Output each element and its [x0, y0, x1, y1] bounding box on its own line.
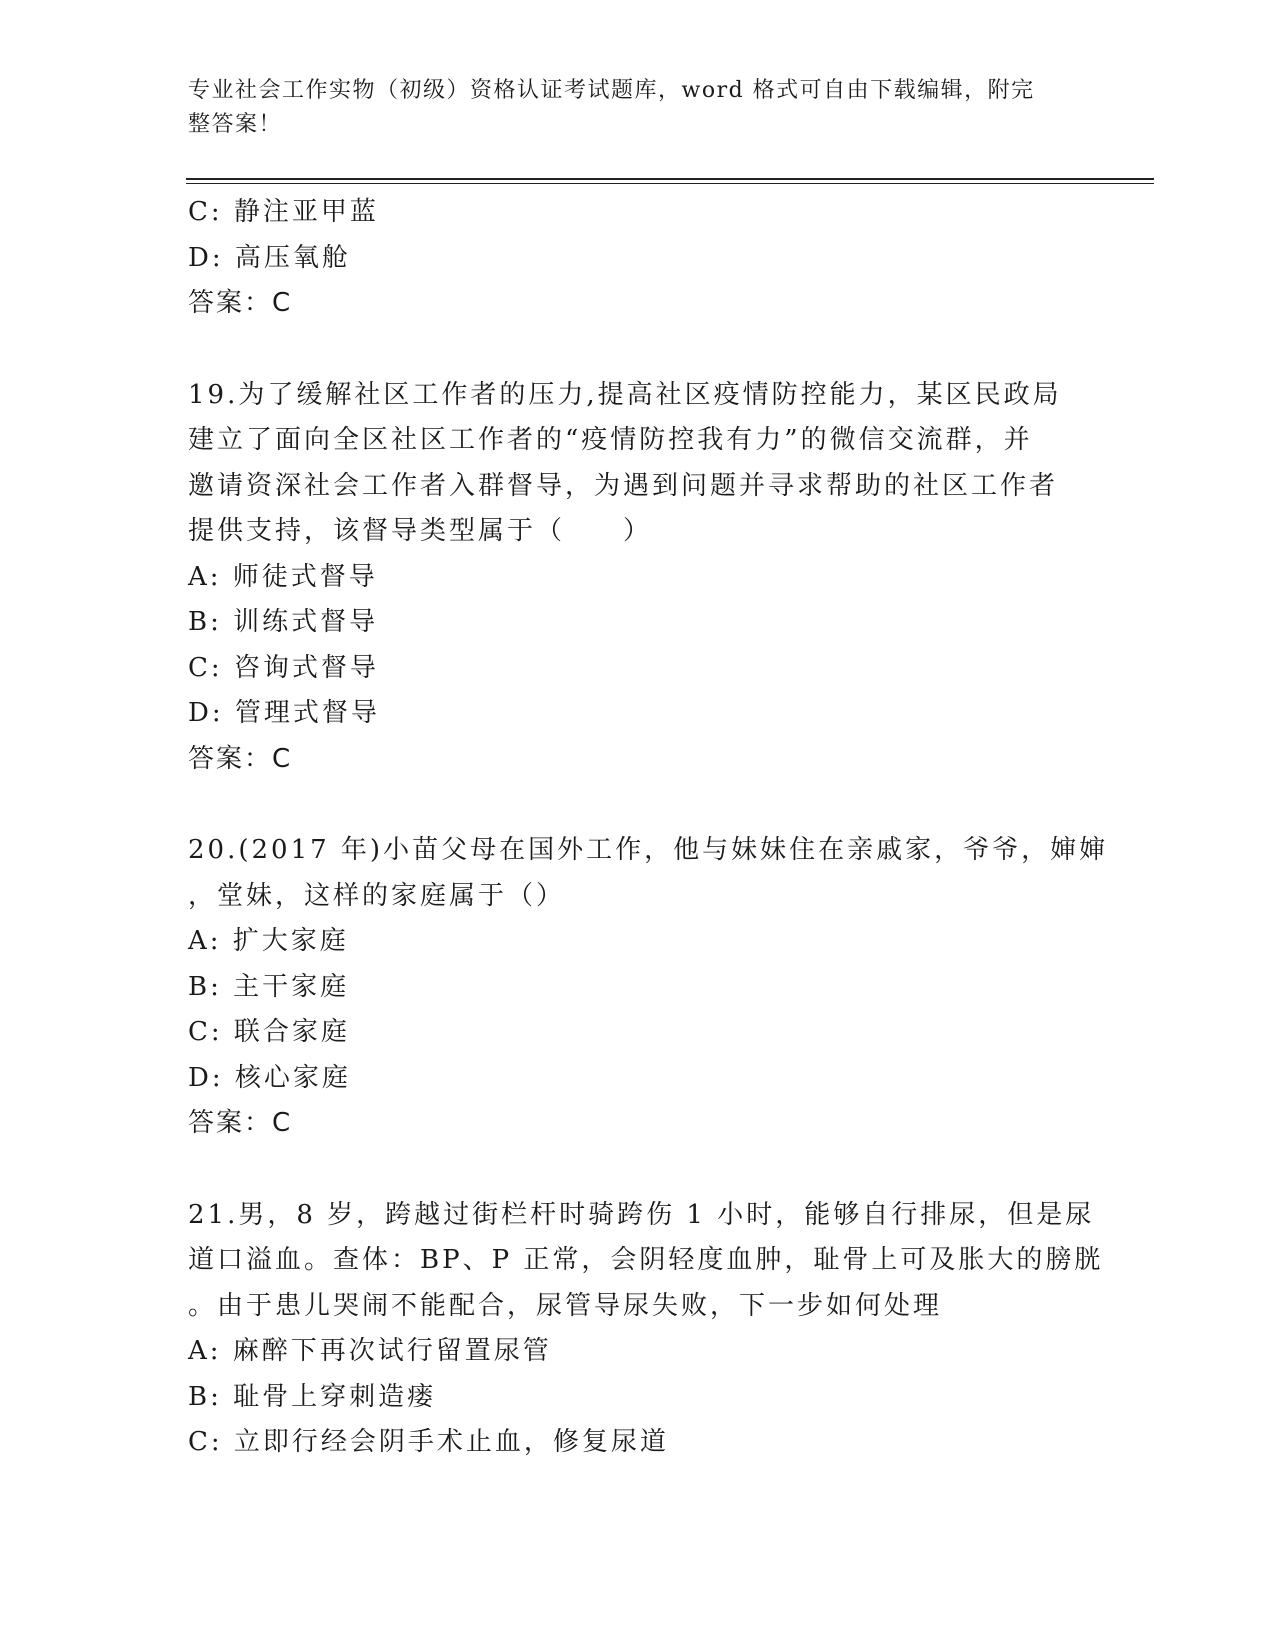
question-21	[188, 1193, 1104, 1466]
question-stem-line: 道口溢血。查体：BP、P 正常，会阴轻度血肿，耻骨上可及胀大的膀胱	[188, 1245, 1104, 1275]
question-body	[188, 190, 1109, 1466]
option-d: D: 高压氧舱	[188, 242, 351, 273]
page-header	[188, 74, 1088, 142]
question-stem-line: 。由于患儿哭闹不能配合，尿管导尿失败，下一步如何处理	[188, 1290, 943, 1321]
option-d: D: 管理式督导	[188, 698, 380, 728]
header-line-1: 专业社会工作实物（初级）资格认证考试题库，word 格式可自由下载编辑，附完	[188, 78, 1035, 103]
option-a: A: 麻醉下再次试行留置尿管	[188, 1336, 552, 1366]
header-line-2: 整答案！	[188, 112, 283, 137]
answer-line: 答案：C	[188, 743, 293, 774]
option-d: D: 核心家庭	[188, 1062, 351, 1093]
question-stem-line: 20.(2017 年)小苗父母在国外工作，他与妹妹住在亲戚家，爷爷，婶婶	[188, 835, 1109, 865]
header-rule-thin	[186, 183, 1154, 184]
question-stem-line: 19.为了缓解社区工作者的压力,提高社区疫情防控能力，某区民政局	[188, 379, 1062, 410]
answer-line: 答案：C	[188, 1108, 293, 1138]
question-stem-line: ，堂妹，这样的家庭属于（）	[188, 880, 566, 911]
question-stem-line: 21.男，8 岁，跨越过街栏杆时骑跨伤 1 小时，能够自行排尿，但是尿	[188, 1199, 1095, 1230]
question-stem-line: 邀请资深社会工作者入群督导，为遇到问题并寻求帮助的社区工作者	[188, 470, 1059, 501]
spacer	[188, 782, 1088, 828]
question-20	[188, 828, 1109, 1147]
spacer	[188, 327, 1088, 373]
option-a: A: 师徒式督导	[188, 561, 378, 592]
option-c: C: 立即行经会阴手术止血，修复尿道	[188, 1427, 669, 1457]
option-c: C: 联合家庭	[188, 1017, 350, 1047]
option-b: B: 训练式督导	[188, 607, 379, 637]
option-a: A: 扩大家庭	[188, 926, 349, 956]
question-19	[188, 373, 1088, 783]
question-stem-line: 建立了面向全区社区工作者的“疫情防控我有力”的微信交流群，并	[188, 425, 1033, 455]
continued-question	[188, 190, 1088, 327]
option-b: B: 主干家庭	[188, 971, 350, 1002]
answer-line: 答案：C	[188, 288, 293, 318]
header-rule-thick	[186, 178, 1154, 180]
spacer	[188, 1147, 1088, 1193]
option-b: B: 耻骨上穿刺造瘘	[188, 1381, 437, 1412]
option-c: C: 咨询式督导	[188, 652, 379, 683]
option-c: C: 静注亚甲蓝	[188, 197, 379, 227]
question-stem-line: 提供支持，该督导类型属于（ ）	[188, 516, 653, 546]
